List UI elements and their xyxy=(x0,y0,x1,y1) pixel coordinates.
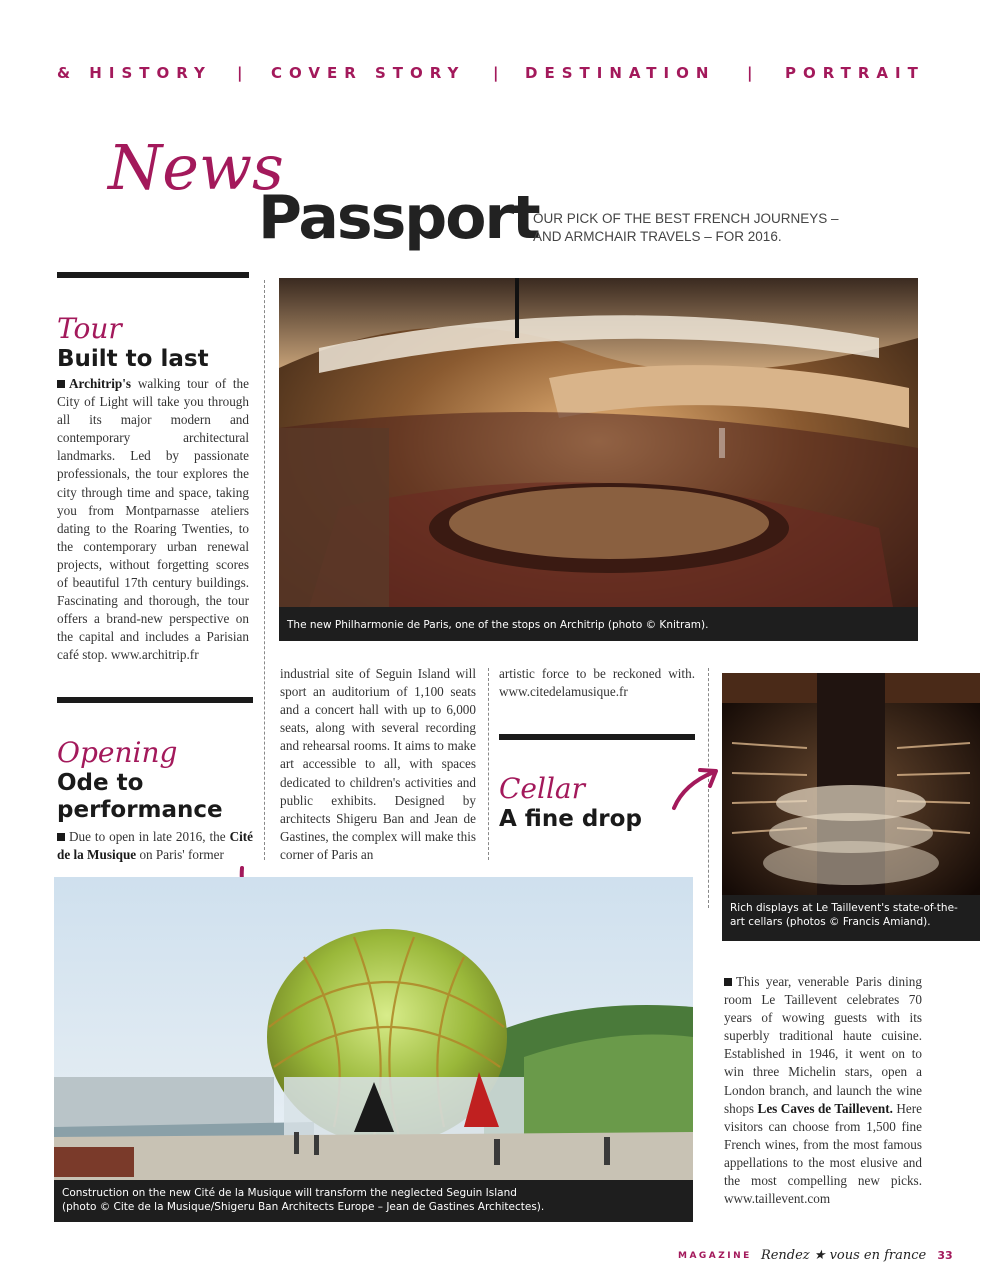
nav-separator: | xyxy=(747,64,760,82)
section-rule xyxy=(57,697,253,703)
opening-headline-line1: Ode to xyxy=(57,770,144,796)
cellar-body xyxy=(724,973,922,1208)
photo-caption xyxy=(54,1180,693,1222)
tour-body xyxy=(57,375,249,665)
nav-separator: | xyxy=(237,64,250,82)
column-divider xyxy=(488,668,489,860)
nav-separator: | xyxy=(493,64,506,82)
bullet-square-icon xyxy=(724,978,732,986)
page-title: Passport xyxy=(258,183,539,253)
opening-headline-line2: performance xyxy=(57,797,223,823)
footer-label: MAGAZINE xyxy=(678,1251,752,1261)
intro-text: OUR PICK OF THE BEST FRENCH JOURNEYS – AND ARMCHAIR TRAVELS – FOR 2016. xyxy=(533,211,839,244)
bullet-square-icon xyxy=(57,833,65,841)
cellar-kicker: Cellar xyxy=(499,772,585,805)
section-rule xyxy=(57,272,249,278)
tour-kicker: Tour xyxy=(57,312,122,345)
opening-column-3: artistic force to be reckoned with. www.citedelamusique.fr xyxy=(499,666,695,700)
photo-caption: The new Philharmonie de Paris, one of the stops on Architrip (photo © Knitram). xyxy=(279,607,918,641)
arrow-up-right-icon xyxy=(670,766,722,812)
cite-musique-rendering xyxy=(54,877,693,1222)
opening-kicker: Opening xyxy=(57,736,178,769)
tour-text: walking tour of the City of Light will take you through all its major modern and contemporary architectural landmarks. Led by passionate professionals, the tour explores the city through time and space, taking you from Montparnasse ateliers dating to the Roaring Twenties, to the contemporary urban renewal projects, without forgetting scores of beautiful 17th century buildings. Fascinating and thorough, the tour offers a brand-new perspective on the capital and includes a Parisian café stop. www.architrip.fr xyxy=(57,376,249,663)
column-divider xyxy=(264,280,265,860)
opening-text-start: Due to open in late 2016, the xyxy=(69,829,230,844)
cite-de-la-musique-photo xyxy=(54,877,693,1222)
page-footer xyxy=(678,1244,953,1264)
opening-column-2: industrial site of Seguin Island will sport an auditorium of 1,100 seats and a concert hall with up to 6,000 seats, along with several recording and rehearsal rooms. It aims to make art accessible to all, with spaces dedicated to children's activities and public exhibits. Designed by architects Shigeru Ban and Jean de Gastines, the complex will make this corner of Paris an xyxy=(280,666,476,862)
cellar-text-start: This year, venerable Paris dining room Le Taillevent celebrates 70 years of wowing guests with its superbly traditional haute cuisine. Established in 1946, it went on to win three Michelin stars, open a London branch, and launch the wine shops xyxy=(724,974,922,1116)
opening-body xyxy=(57,828,253,864)
taillevent-cellar-photo xyxy=(722,673,980,941)
cellar-bold: Les Caves de Taillevent. xyxy=(757,1100,893,1116)
nav-item-portrait[interactable]: PORTRAIT xyxy=(785,64,925,82)
footer-brand-logo: Rendez ★ vous en france xyxy=(760,1248,927,1263)
philharmonie-photo xyxy=(279,278,918,641)
nav-item-cover-story[interactable]: COVER STORY xyxy=(271,64,466,82)
bullet-square-icon xyxy=(57,380,65,388)
nav-item-history[interactable]: & HISTORY xyxy=(57,64,212,82)
page-number: 33 xyxy=(937,1249,953,1262)
concert-hall-illustration xyxy=(279,278,918,641)
tour-headline: Built to last xyxy=(57,346,209,372)
wine-cellar-illustration xyxy=(722,673,980,895)
opening-headline xyxy=(57,770,223,824)
news-script-title: News xyxy=(108,131,284,204)
opening-bold: Cité de la Musique xyxy=(57,829,253,863)
nav-item-destination[interactable]: DESTINATION xyxy=(525,64,716,82)
opening-text-end: on Paris' former xyxy=(136,847,224,863)
tour-lead: Architrip's xyxy=(69,376,132,391)
caption-line-2: (photo © Cite de la Musique/Shigeru Ban Architects Europe – Jean de Gastines Architectes). xyxy=(62,1201,545,1213)
caption-line-1: Construction on the new Cité de la Musique will transform the neglected Seguin Island xyxy=(62,1187,517,1199)
cellar-text-end: Here visitors can choose from 1,500 fine French wines, from the most famous appellations to the most elusive and the most compelling new picks. www.taillevent.com xyxy=(724,1100,923,1207)
photo-caption: Rich displays at Le Taillevent's state-of-the-art cellars (photos © Francis Amiand). xyxy=(722,895,980,941)
section-nav xyxy=(57,64,937,88)
section-rule xyxy=(499,734,695,740)
cellar-headline: A fine drop xyxy=(499,806,642,832)
